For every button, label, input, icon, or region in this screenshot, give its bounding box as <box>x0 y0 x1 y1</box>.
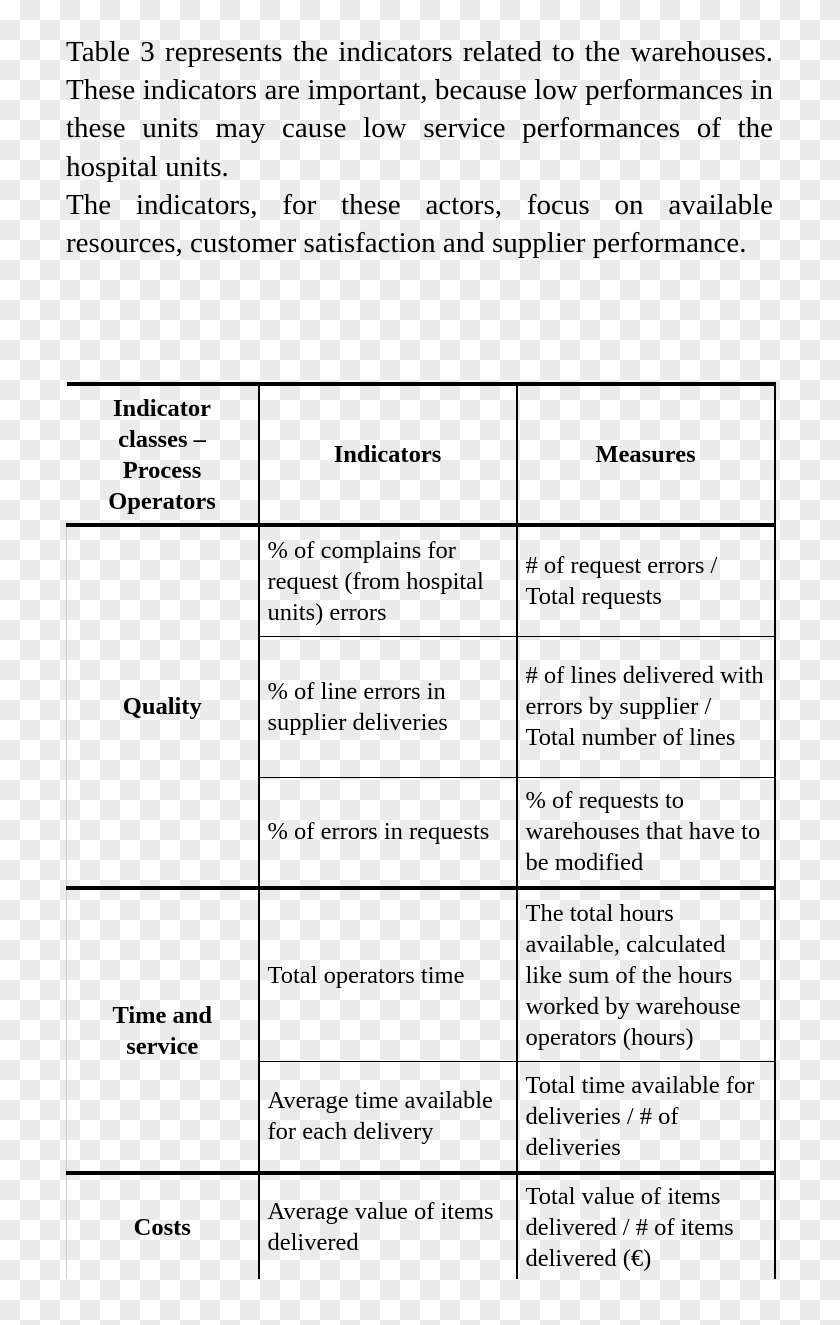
measure-cell: # of lines delivered with errors by supplier / Total number of lines <box>517 636 775 777</box>
table-header-row <box>67 384 775 525</box>
class-time-and-service: Time and service <box>67 888 259 1173</box>
header-indicator-classes: Indicator classes – Process Operators <box>67 384 259 525</box>
header-indicators: Indicators <box>259 384 517 525</box>
class-quality: Quality <box>67 525 259 888</box>
table-row <box>67 525 775 636</box>
indicator-cell: Average time available for each delivery <box>259 1061 517 1173</box>
intro-text <box>66 33 773 262</box>
indicator-cell: Total operators time <box>259 888 517 1061</box>
table-row <box>67 888 775 1061</box>
table-row <box>67 1173 775 1279</box>
measure-cell: # of request errors / Total requests <box>517 525 775 636</box>
measure-cell: % of requests to warehouses that have to be modified <box>517 777 775 888</box>
indicator-cell: % of line errors in supplier deliveries <box>259 636 517 777</box>
header-measures: Measures <box>517 384 775 525</box>
indicator-cell: % of complains for request (from hospital units) errors <box>259 525 517 636</box>
class-costs: Costs <box>67 1173 259 1279</box>
indicators-table <box>66 382 776 1279</box>
paragraph: Table 3 represents the indicators related to the warehouses. These indicators are important, because low performances in these units may cause low service performances of the hospital units. <box>66 36 773 183</box>
measure-cell: Total value of items delivered / # of items delivered (€) <box>517 1173 775 1279</box>
measure-cell: Total time available for deliveries / # of deliveries <box>517 1061 775 1173</box>
indicator-cell: Average value of items delivered <box>259 1173 517 1279</box>
paragraph: The indicators, for these actors, focus on available resources, customer satisfaction and supplier performance. <box>66 188 773 260</box>
measure-cell: The total hours available, calculated like sum of the hours worked by warehouse operators (hours) <box>517 888 775 1061</box>
indicator-cell: % of errors in requests <box>259 777 517 888</box>
